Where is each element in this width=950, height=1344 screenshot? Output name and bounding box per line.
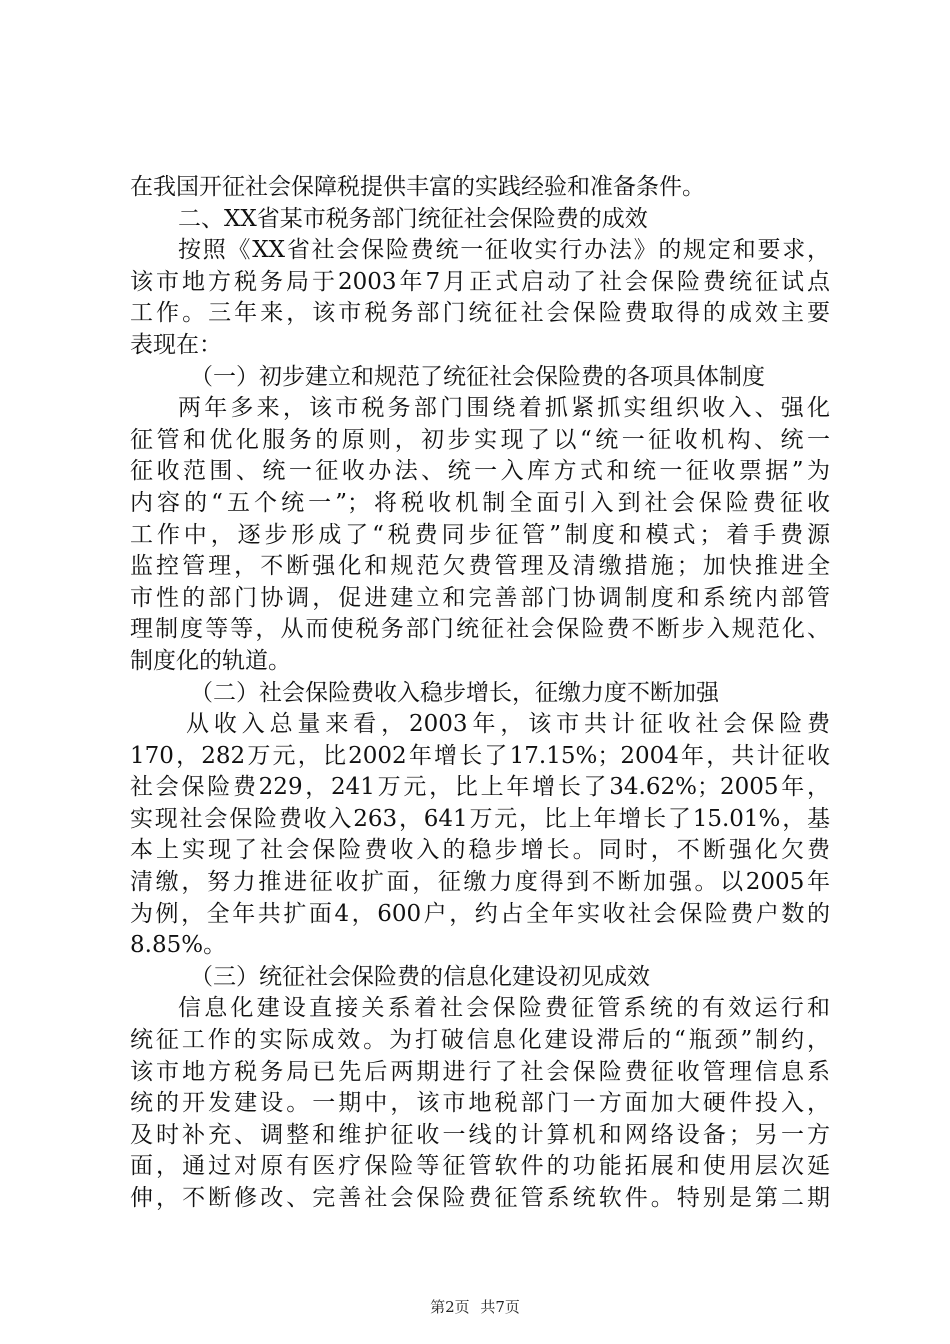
text-line: 制度化的轨道。 <box>130 647 291 674</box>
text-line: 该市地方税务局已先后两期进行了社会保险费征收管理信息系 <box>130 1058 830 1085</box>
text-line: 按照《XX省社会保险费统一征收实行办法》的规定和要求， <box>178 237 830 264</box>
text-line: 面，通过对原有医疗保险等征管软件的功能拓展和使用层次延 <box>130 1153 830 1180</box>
text-line: 从收入总量来看，2003年，该市共计征收社会保险费 <box>186 711 830 738</box>
body-text <box>130 172 830 1215</box>
subsection-heading: （三）统征社会保险费的信息化建设初见成效 <box>190 963 650 990</box>
text-line: 统的开发建设。一期中，该市地税部门一方面加大硬件投入， <box>130 1090 830 1117</box>
page-total: 共7页 <box>480 1298 520 1316</box>
text-line: 在我国开征社会保障税提供丰富的实践经验和准备条件。 <box>130 174 705 200</box>
text-line: 工作。三年来，该市税务部门统征社会保险费取得的成效主要 <box>130 300 830 327</box>
text-line: 征管和优化服务的原则，初步实现了以“统一征收机构、统一 <box>130 426 830 453</box>
subsection-heading: （一）初步建立和规范了统征社会保险费的各项具体制度 <box>190 363 765 390</box>
text-line: 8.85%。 <box>130 932 227 959</box>
subsection-heading: （二）社会保险费收入稳步增长，征缴力度不断加强 <box>190 679 719 706</box>
text-line: 信息化建设直接关系着社会保险费征管系统的有效运行和 <box>178 995 830 1022</box>
page-number: 第2页 <box>430 1298 470 1316</box>
text-line: 该市地方税务局于2003年7月正式启动了社会保险费统征试点 <box>130 268 830 295</box>
text-line: 统征工作的实际成效。为打破信息化建设滞后的“瓶颈”制约， <box>130 1027 830 1054</box>
text-line: 本上实现了社会保险费收入的稳步增长。同时，不断强化欠费 <box>130 837 830 864</box>
text-line: 清缴，努力推进征收扩面，征缴力度得到不断加强。以2005年 <box>130 869 830 896</box>
text-line: 伸，不断修改、完善社会保险费征管系统软件。特别是第二期 <box>130 1185 830 1211</box>
text-line: 170，282万元，比2002年增长了17.15%；2004年，共计征收 <box>130 742 830 769</box>
text-line: 理制度等等，从而使税务部门统征社会保险费不断步入规范化、 <box>130 616 830 643</box>
text-line: 实现社会保险费收入263，641万元，比上年增长了15.01%，基 <box>130 805 830 832</box>
text-line: 为例，全年共扩面4，600户，约占全年实收社会保险费户数的 <box>130 900 830 927</box>
page-footer <box>0 1297 950 1317</box>
text-line: 表现在： <box>130 331 222 358</box>
text-line: 社会保险费229，241万元，比上年增长了34.62%；2005年， <box>130 774 830 801</box>
text-line: 市性的部门协调，促进建立和完善部门协调制度和系统内部管 <box>130 584 830 611</box>
section-heading: 二、XX省某市税务部门统征社会保险费的成效 <box>178 205 648 232</box>
text-line: 内容的“五个统一”；将税收机制全面引入到社会保险费征收 <box>130 489 830 516</box>
text-line: 监控管理，不断强化和规范欠费管理及清缴措施；加快推进全 <box>130 553 830 580</box>
text-line: 工作中，逐步形成了“税费同步征管”制度和模式；着手费源 <box>130 521 830 548</box>
text-line: 及时补充、调整和维护征收一线的计算机和网络设备；另一方 <box>130 1121 830 1148</box>
text-line: 两年多来，该市税务部门围绕着抓紧抓实组织收入、强化 <box>178 395 830 422</box>
text-line: 征收范围、统一征收办法、统一入库方式和统一征收票据”为 <box>130 458 830 485</box>
